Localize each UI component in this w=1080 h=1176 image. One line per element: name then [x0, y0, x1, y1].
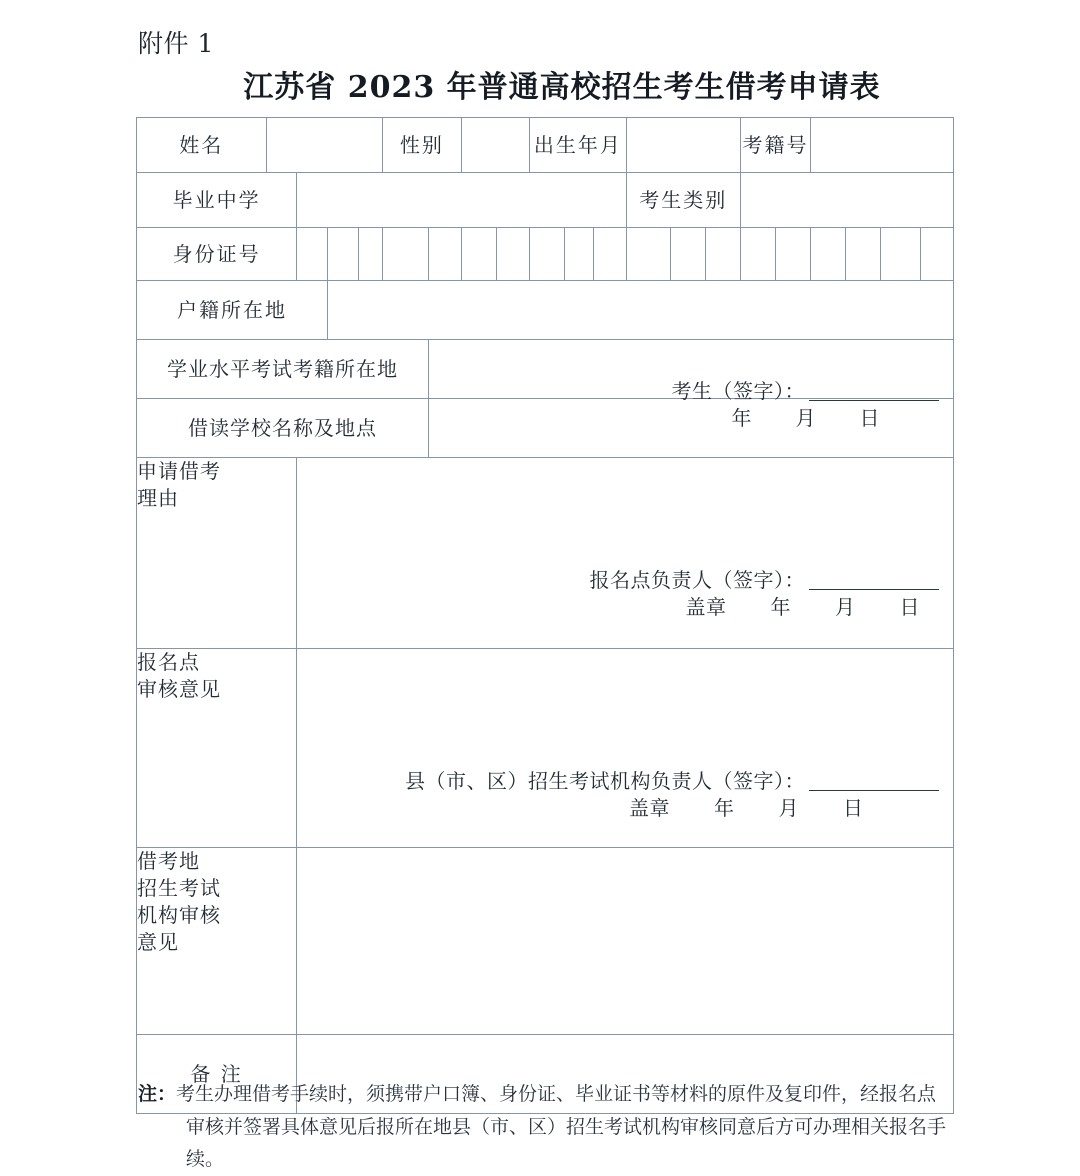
registration-review-label — [137, 649, 297, 848]
id-digit-cell[interactable] — [358, 228, 382, 281]
footnote — [138, 1078, 960, 1176]
agency-signature-rule[interactable] — [809, 790, 939, 791]
registration-signature-block — [590, 567, 940, 621]
name-value[interactable] — [266, 118, 382, 173]
agency-signature-line — [405, 768, 939, 795]
agency-review-label-line4: 意见 — [137, 930, 179, 954]
footnote-prefix: 注： — [138, 1083, 177, 1105]
exam-number-label: 考籍号 — [740, 118, 810, 173]
agency-review-label-line3: 机构审核 — [137, 903, 221, 927]
birth-value[interactable] — [626, 118, 740, 173]
id-digit-cell[interactable] — [593, 228, 626, 281]
gender-value[interactable] — [461, 118, 529, 173]
date-day-label: 日 — [899, 595, 920, 619]
id-digit-cell[interactable] — [881, 228, 921, 281]
birth-label: 出生年月 — [530, 118, 627, 173]
household-location-value[interactable] — [328, 281, 954, 340]
candidate-category-value[interactable] — [740, 173, 953, 228]
id-digit-cell[interactable] — [705, 228, 740, 281]
footnote-line-2: 审核并签署具体意见后报所在地县（市、区）招生考试机构审核同意后方可办理相关报名手 — [186, 1115, 947, 1138]
registration-date-line — [590, 594, 940, 621]
name-label: 姓名 — [137, 118, 267, 173]
id-digit-cell[interactable] — [626, 228, 670, 281]
date-year-label: 年 — [731, 406, 752, 430]
candidate-signature-block — [672, 378, 940, 432]
footnote-line-1: 考生办理借考手续时，须携带户口簿、身份证、毕业证书等材料的原件及复印件，经报名点 — [176, 1083, 937, 1105]
exam-number-value[interactable] — [811, 118, 954, 173]
agency-review-label-line2: 招生考试 — [137, 876, 221, 900]
id-digit-cell[interactable] — [429, 228, 462, 281]
registration-signature-label: 报名点负责人（签字）： — [589, 568, 805, 592]
candidate-signature-line — [672, 378, 940, 405]
footnote-line-3: 续。 — [186, 1148, 225, 1171]
remarks-label: 备 注 — [137, 1035, 297, 1114]
candidate-signature-rule[interactable] — [809, 400, 939, 401]
id-digit-cell[interactable] — [811, 228, 846, 281]
gender-label: 性别 — [382, 118, 461, 173]
id-digit-cell[interactable] — [382, 228, 428, 281]
reason-label-line2: 理由 — [137, 486, 179, 510]
date-month-label: 月 — [778, 796, 799, 820]
id-digit-cell[interactable] — [565, 228, 594, 281]
candidate-category-label: 考生类别 — [626, 173, 740, 228]
attachment-label: 附件 1 — [138, 29, 214, 58]
borrow-school-label: 借读学校名称及地点 — [137, 399, 429, 458]
household-location-label: 户籍所在地 — [137, 281, 328, 340]
agency-signature-block — [405, 768, 939, 822]
registration-review-label-line1: 报名点 — [137, 650, 200, 674]
page-title: 江苏省 2023 年普通高校招生考生借考申请表 — [243, 70, 881, 105]
table-row-agency-review — [137, 848, 954, 1035]
date-year-label: 年 — [770, 595, 791, 619]
reason-label — [137, 458, 297, 649]
date-day-label: 日 — [843, 796, 864, 820]
agency-review-content-cell[interactable] — [297, 769, 954, 1035]
date-month-label: 月 — [795, 406, 816, 430]
id-digit-cell[interactable] — [670, 228, 705, 281]
graduating-school-value[interactable] — [297, 173, 626, 228]
agency-seal-label: 盖章 — [629, 796, 670, 820]
date-month-label: 月 — [835, 595, 856, 619]
agency-signature-label: 县（市、区）招生考试机构负责人（签字）： — [405, 769, 805, 793]
graduating-school-label: 毕业中学 — [137, 173, 297, 228]
id-digit-cell[interactable] — [461, 228, 496, 281]
id-digit-cell[interactable] — [328, 228, 359, 281]
id-digit-cell[interactable] — [530, 228, 565, 281]
footnote-first-line — [138, 1078, 960, 1111]
registration-review-label-line2: 审核意见 — [137, 677, 221, 701]
table-row-id-number — [137, 228, 954, 281]
registration-seal-label: 盖章 — [685, 595, 727, 619]
id-digit-cell[interactable] — [775, 228, 810, 281]
id-digit-cell[interactable] — [846, 228, 881, 281]
application-form-table — [136, 117, 954, 1114]
id-digit-cell[interactable] — [497, 228, 530, 281]
reason-label-line1: 申请借考 — [137, 459, 221, 483]
id-number-label: 身份证号 — [137, 228, 297, 281]
table-row-name — [137, 118, 954, 173]
date-year-label: 年 — [714, 796, 735, 820]
table-row-household — [137, 281, 954, 340]
id-digit-cell[interactable] — [740, 228, 775, 281]
id-digit-cell[interactable] — [920, 228, 953, 281]
candidate-date-line — [672, 405, 940, 432]
id-digit-cell[interactable] — [297, 228, 328, 281]
registration-signature-line — [590, 567, 940, 594]
agency-review-label — [137, 848, 297, 1035]
date-day-label: 日 — [859, 406, 880, 430]
candidate-signature-label: 考生（签字）： — [671, 379, 805, 403]
agency-review-label-line1: 借考地 — [137, 849, 200, 873]
table-row-school — [137, 173, 954, 228]
registration-signature-rule[interactable] — [809, 589, 939, 590]
academic-exam-location-label: 学业水平考试考籍所在地 — [137, 340, 429, 399]
agency-date-line — [405, 795, 939, 822]
